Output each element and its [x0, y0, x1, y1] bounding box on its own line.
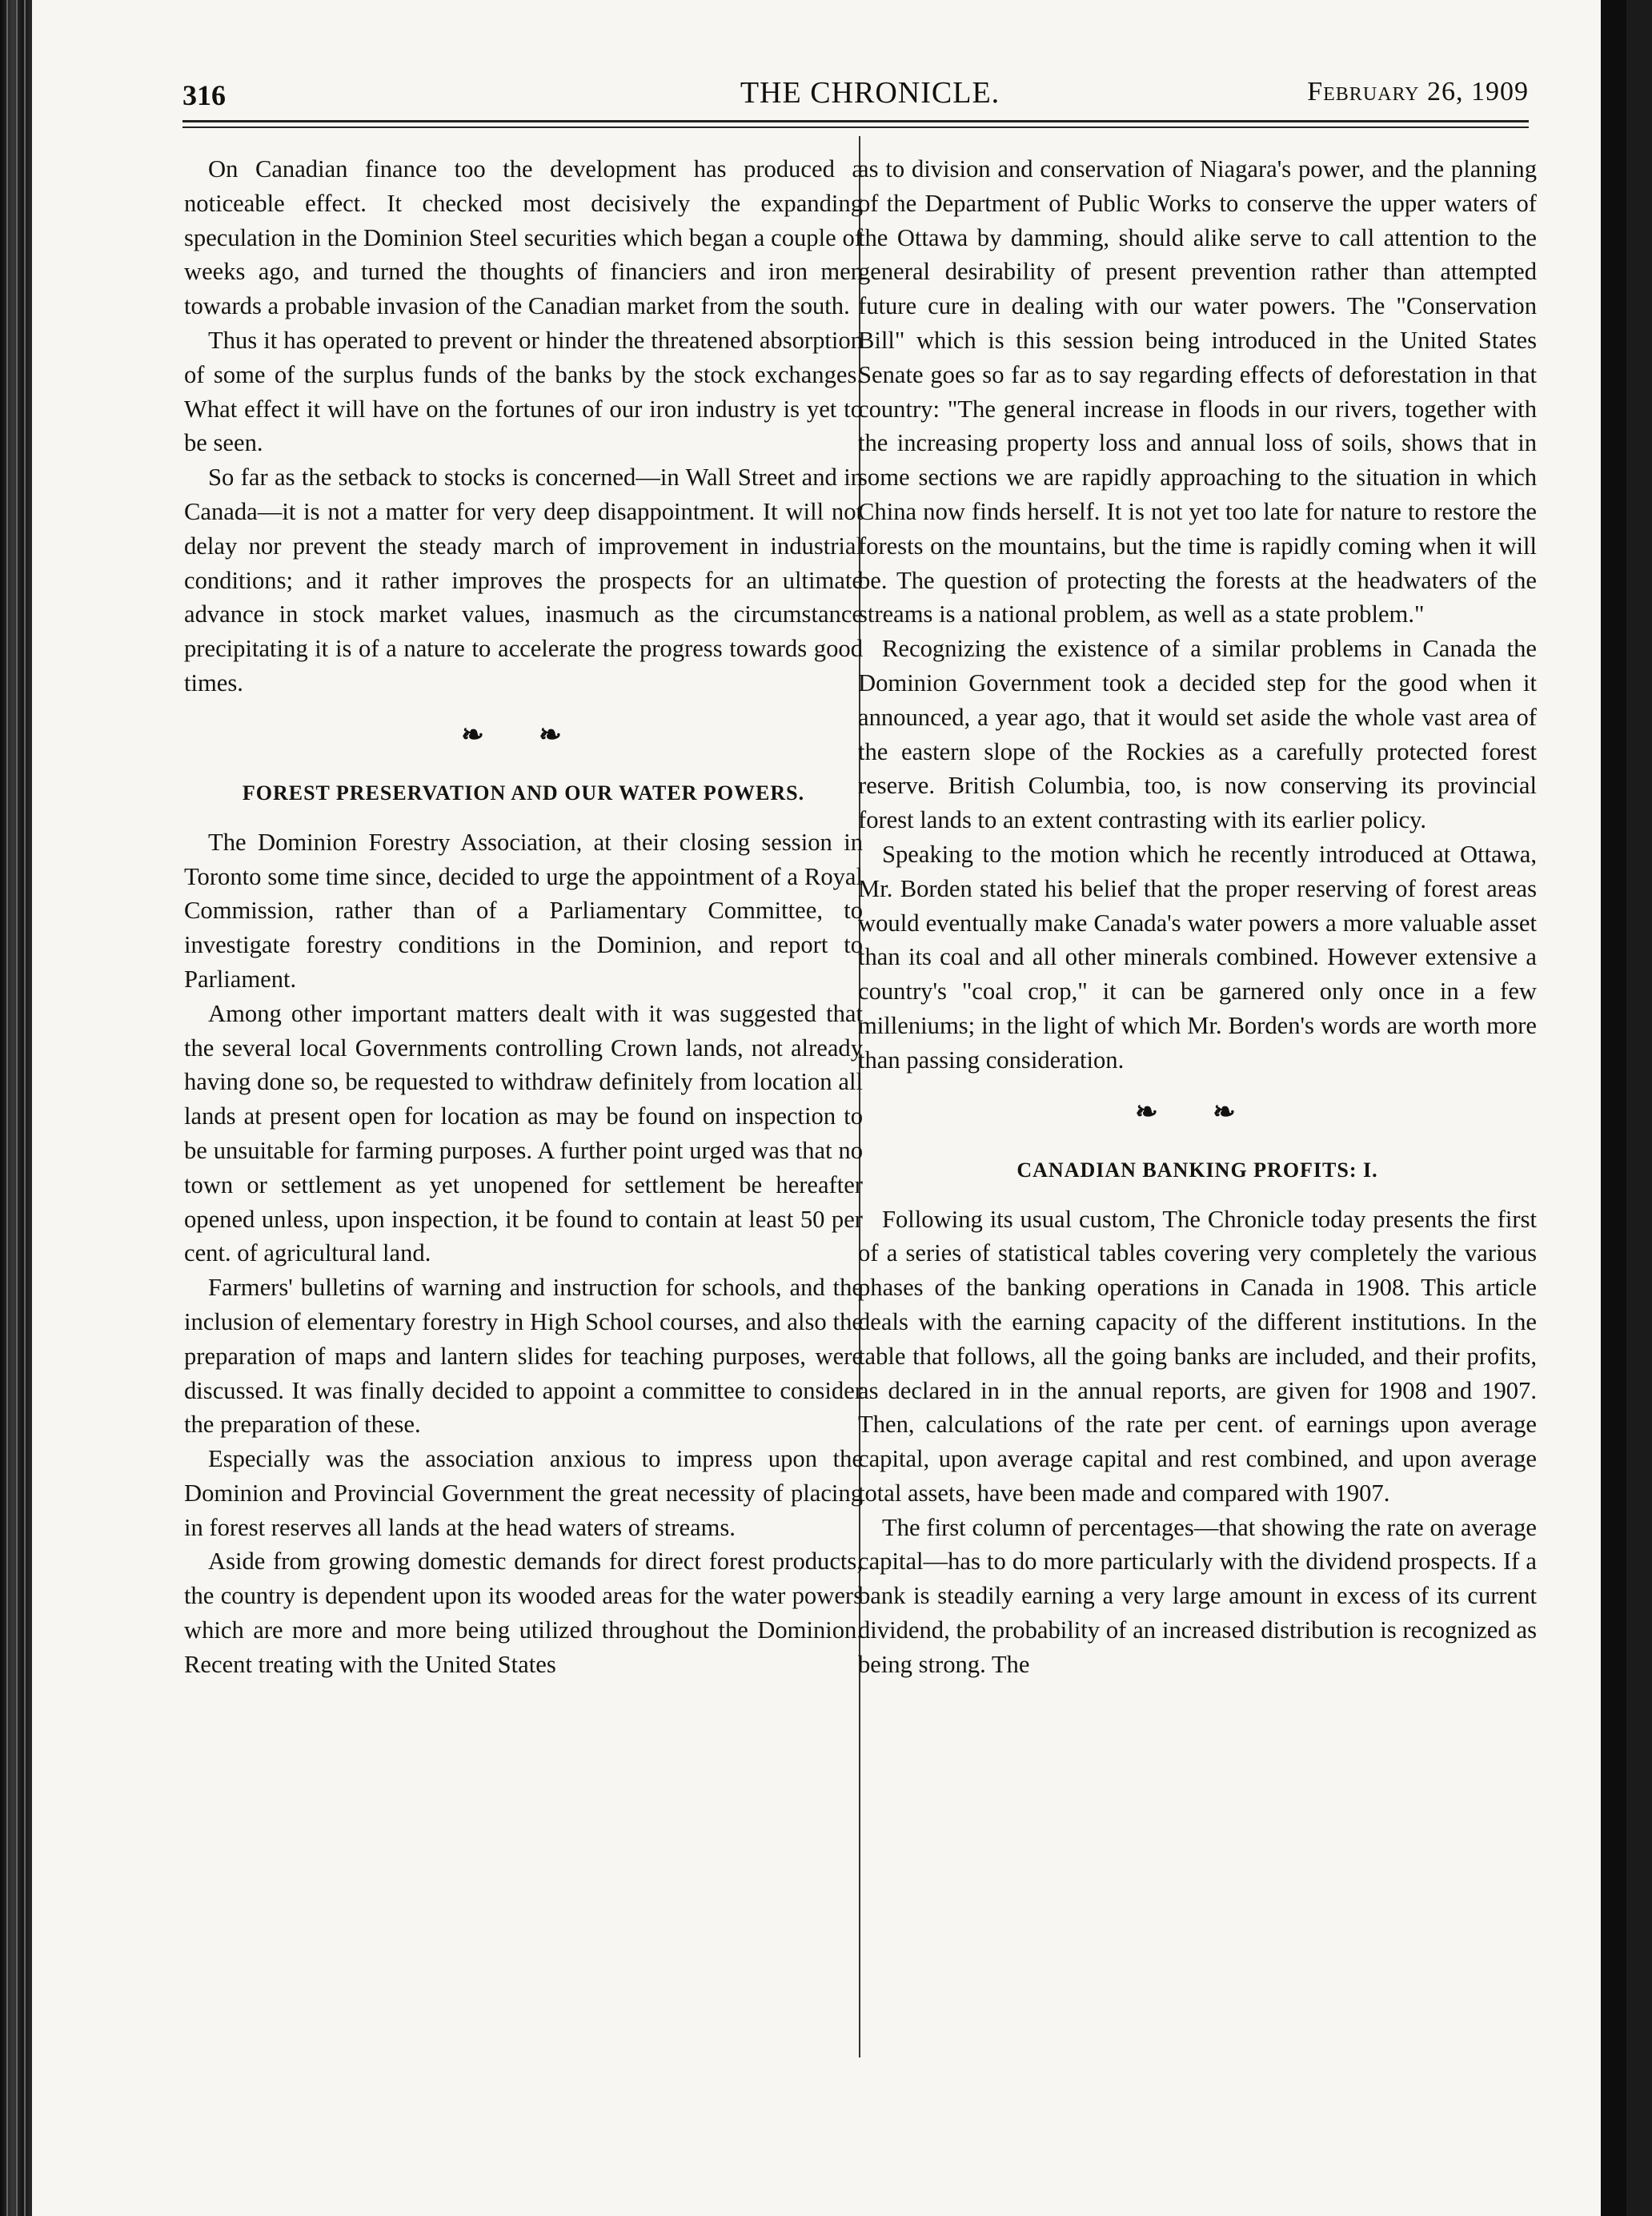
paragraph: On Canadian finance too the development has produced a noticeable effect. It checked most decisively the expanding speculation in the Dominion Steel securities which began a couple of weeks ago, and turned the thoughts of financiers and iron men towards a probable invasion of the Canadian market from the south. [184, 155, 863, 320]
paragraph: So far as the setback to stocks is concerned—in Wall Street and in Canada—it is not a matter for very deep disappointment. It will not delay nor prevent the steady march of improvement in industrial conditions; and it rather improves the prospects for an ultimate advance in stock market values, inasmuch as the circumstance precipitating it is of a nature to accelerate the progress towards good times. [184, 464, 863, 697]
book-binding [0, 0, 32, 2216]
issue-date: February 26, 1909 [1307, 77, 1529, 106]
article-heading: CANADIAN BANKING PROFITS: I. [1016, 1158, 1378, 1182]
article-heading: FOREST PRESERVATION AND OUR WATER POWERS. [242, 781, 805, 805]
paragraph: Among other important matters dealt with it was suggested that the several local Governments controlling Crown lands, not already having done so, be requested to withdraw definitely from location all lands at present open for location as may be found on inspection to be unsuitable for farming purposes. A further point urged was that no town or settlement as yet unopened for settlement be hereafter opened unless, upon inspection, it be found to contain at least 50 per cent. of agricultural land. [184, 999, 863, 1267]
paragraph: Farmers' bulletins of warning and instruction for schools, and the inclusion of elementary forestry in High School courses, and also the preparation of maps and lantern slides for teaching purposes, were discussed. It was finally decided to appoint a committee to consider the preparation of these. [184, 1274, 863, 1439]
paragraph: as to division and conservation of Niagara's power, and the planning of the Department of Public Works to conserve the upper waters of the Ottawa by damming, should alike serve to call attention to the general desirability of present prevention rather than attempted future cure in dealing with our water powers. The "Conservation Bill" which is this session being introduced in the United States Senate goes so far as to say regarding effects of deforestation in that country: "The general increase in floods in our rivers, together with the increasing property loss and annual loss of soils, shows that in some sections we are rapidly approaching to the situation in which China now finds herself. It is not yet too late for nature to restore the forests on the mountains, but the time is rapidly coming when it will be. The question of protecting the forests at the headwaters of the streams is a national problem, as well as a state problem." [858, 155, 1537, 628]
page-number: 316 [182, 79, 226, 111]
paragraph: Speaking to the motion which he recently introduced at Ottawa, Mr. Borden stated his belief that the proper reserving of forest areas would eventually make Canada's water powers a more valuable asset than its coal and all other minerals combined. However extensive a country's "coal crop," it can be garnered only once in a few milleniums; in the light of which Mr. Borden's words are worth more than passing consideration. [858, 840, 1537, 1074]
paragraph: Aside from growing domestic demands for direct forest products, the country is dependent upon its wooded areas for the water powers which are more and more being utilized throughout the Dominion. Recent treating with the United States [184, 1548, 863, 1678]
page-header [182, 70, 1558, 118]
paragraph: The first column of percentages—that showing the rate on average capital—has to do more particularly with the dividend prospects. If a bank is steadily earning a very large amount in excess of its current dividend, the probability of an increased distribution is recognized as being strong. The [858, 1513, 1537, 1678]
section-ornament: ❧ ❧ [461, 720, 586, 750]
publication-title: THE CHRONICLE. [740, 76, 1000, 110]
page-edge [1601, 0, 1626, 2216]
left-column [184, 152, 863, 1682]
header-rule [182, 120, 1529, 122]
header-rule-thin [182, 126, 1529, 128]
paragraph: Especially was the association anxious to impress upon the Dominion and Provincial Government the great necessity of placing in forest reserves all lands at the head waters of streams. [184, 1445, 863, 1541]
paragraph: Following its usual custom, The Chronicle today presents the first of a series of statistical tables covering very completely the various phases of the banking operations in Canada in 1908. This article deals with the earning capacity of the different institutions. In the table that follows, all the going banks are included, and their profits, as declared in in the annual reports, are given for 1908 and 1907. Then, calculations of the rate per cent. of earnings upon average capital, upon average capital and rest combined, and upon average total assets, have been made and compared with 1907. [858, 1205, 1537, 1507]
right-column [858, 152, 1537, 1682]
paragraph: Recognizing the existence of a similar problems in Canada the Dominion Government took a decided step for the good when it announced, a year ago, that it would set aside the whole vast area of the eastern slope of the Rockies as a carefully protected forest reserve. British Columbia, too, is now conserving its provincial forest lands to an extent contrasting with its earlier policy. [858, 635, 1537, 834]
paragraph: Thus it has operated to prevent or hinder the threatened absorption of some of the surplus funds of the banks by the stock exchanges. What effect it will have on the fortunes of our iron industry is yet to be seen. [184, 326, 863, 457]
paragraph: The Dominion Forestry Association, at their closing session in Toronto some time since, decided to urge the appointment of a Royal Commission, rather than of a Parliamentary Committee, to investigate forestry conditions in the Dominion, and report to Parliament. [184, 828, 863, 993]
section-ornament: ❧ ❧ [1135, 1097, 1260, 1127]
